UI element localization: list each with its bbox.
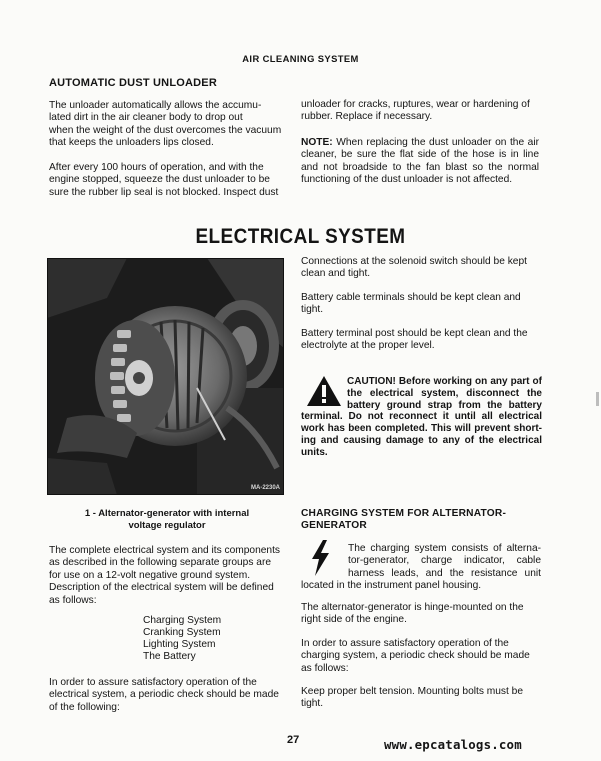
running-head: AIR CLEANING SYSTEM — [242, 53, 359, 64]
paragraph-belt-tension: Keep proper belt tension. Mounting bolts must be tight. — [301, 686, 523, 710]
paragraph-charging-components — [301, 543, 541, 593]
list-item: Lighting System — [143, 639, 216, 650]
paragraph-terminal-post: Battery terminal post should be kept clean and the electrolyte at the proper level. — [301, 328, 528, 352]
paragraph-alternator-mount: The alternator-generator is hinge-mounted on the right side of the engine. — [301, 602, 524, 626]
note-text: When replacing the dust unloader on the air cleaner, be sure the flat side of the hose is in line and not broadside to the fan blast so the normal functioning of the dust unloader is not affected. — [301, 137, 539, 186]
page-edge-mark — [596, 392, 599, 406]
electrical-system-title: ELECTRICAL SYSTEM — [195, 224, 406, 248]
list-item: Charging System — [143, 615, 222, 626]
charging-components-text: The charging system consists of alterna-tor-generator, charge indicator, cable harness leads, and the resistance unit located in the instrument panel housing. — [301, 543, 541, 592]
alternator-photo — [47, 258, 284, 495]
electrical-groups-list — [143, 615, 283, 663]
note-label: NOTE: — [301, 137, 333, 148]
caution-paragraph — [301, 376, 542, 459]
section-heading-dust-unloader: AUTOMATIC DUST UNLOADER — [49, 77, 217, 89]
paragraph-unloader-inspection: After every 100 hours of operation, and with the engine stopped, squeeze the dust unloader to be sure the rubber lip seal is not blocked. Inspect dust — [49, 162, 279, 198]
paragraph-solenoid: Connections at the solenoid switch should be kept clean and tight. — [301, 256, 527, 280]
paragraph-unloader-function: The unloader automatically allows the accumu- lated dirt in the air cleaner body to drop out when the weight of the dust overcomes the vacuum that keeps the unloaders lips closed. — [49, 100, 282, 149]
paragraph-unloader-replace: unloader for cracks, ruptures, wear or hardening of rubber. Replace if necessary. — [301, 99, 530, 123]
page-number: 27 — [287, 734, 300, 746]
alternator-illustration — [47, 258, 284, 495]
note-paragraph — [301, 137, 539, 187]
caution-text: CAUTION! Before working on any part of the electrical system, disconnect the battery ground strap from the battery terminal. Do not reconnect it until all electrical work has been completed. This will prevent short-ing and causing damage to any of the electrical units. — [301, 376, 542, 458]
watermark: www.epcatalogs.com — [384, 737, 522, 752]
paragraph-periodic-check: In order to assure satisfactory operation of the electrical system, a periodic check should be made of the following: — [49, 677, 279, 713]
paragraph-electrical-overview: The complete electrical system and its components as described in the following separate groups are for use on a 12-volt negative ground system. Description of the electrical system will be defined as follows: — [49, 545, 281, 606]
list-item: The Battery — [143, 651, 196, 662]
paragraph-cable-terminals: Battery cable terminals should be kept clean and tight. — [301, 292, 521, 316]
figure-code: MA-2230A — [250, 485, 280, 491]
list-item: Cranking System — [143, 627, 221, 638]
paragraph-charging-check: In order to assure satisfactory operation of the charging system, a periodic check should be made as follows: — [301, 638, 530, 674]
figure-caption: 1 - Alternator-generator with internal voltage regulator — [84, 508, 250, 532]
section-heading-charging: CHARGING SYSTEM FOR ALTERNATOR- GENERATOR — [301, 508, 507, 531]
